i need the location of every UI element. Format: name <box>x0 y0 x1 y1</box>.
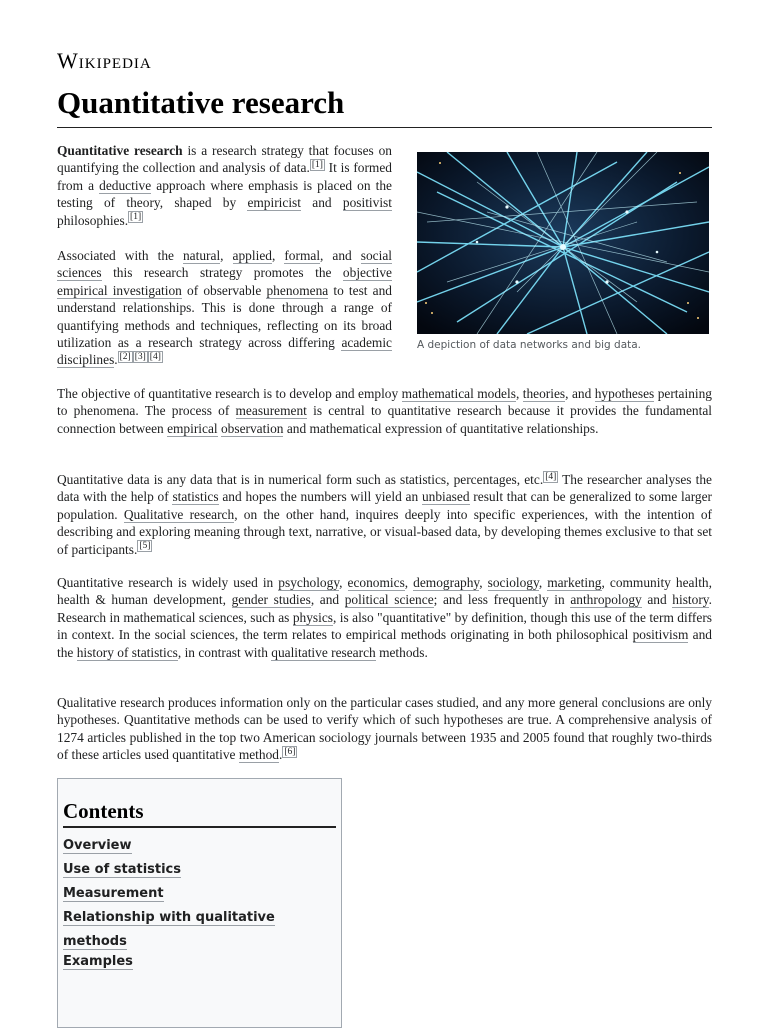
text: result that can be generalized to some larger population. <box>57 489 713 522</box>
link-phenomena[interactable]: phenomena <box>266 282 329 298</box>
text: , community health, health & human development, <box>57 575 712 608</box>
link-deductive[interactable]: deductive <box>99 177 152 193</box>
citation-label: [4] <box>149 351 161 362</box>
text: is central to quantitative research because it provides the fundamental connection between <box>57 403 712 436</box>
text: , <box>339 575 348 590</box>
link-measurement[interactable]: measurement <box>235 403 307 419</box>
text: and hopes the numbers will yield an <box>218 489 422 505</box>
link-natural[interactable]: natural <box>182 248 221 263</box>
text: , and <box>310 592 345 608</box>
link-objective-empirical-investigation[interactable]: objective empirical investigation <box>57 265 392 298</box>
text: and <box>641 592 673 608</box>
citation[interactable] <box>282 746 297 758</box>
paragraph-quantitative-data <box>57 471 712 558</box>
text: and <box>301 195 343 211</box>
link-demography[interactable]: demography <box>413 575 480 590</box>
paragraph-objective <box>57 385 712 437</box>
link-hypotheses[interactable]: hypotheses <box>594 386 655 401</box>
text: approach where emphasis is placed on the testing of theory, shaped by <box>57 177 392 211</box>
link-marketing[interactable]: marketing <box>547 575 602 590</box>
citation-label: [1] <box>130 212 142 223</box>
text: Associated with the <box>57 248 183 263</box>
page-title: Quantitative research <box>57 84 712 128</box>
link-method[interactable]: method <box>238 747 279 763</box>
toc-label: Use of statistics <box>63 862 181 877</box>
link-mathematical-models[interactable]: mathematical models <box>401 386 516 401</box>
link-psychology[interactable]: psychology <box>278 575 340 590</box>
link-observation[interactable]: observation <box>220 420 284 436</box>
link-economics[interactable]: economics <box>347 575 405 590</box>
citation-label: [4] <box>545 471 557 482</box>
link-positivism[interactable]: positivism <box>632 627 689 643</box>
text: and mathematical expression of quantitative relationships. <box>283 420 599 436</box>
toc-label: Relationship with qualitative methods <box>63 910 275 949</box>
text: to test and understand relationships. This is done through a range of quantifying methods and techniques, reflecting on its broad utilization as a research strategy across differing <box>57 282 392 351</box>
toc-label: Examples <box>63 954 133 969</box>
link-formal[interactable]: formal <box>284 248 321 263</box>
link-qualitative-research-2[interactable]: qualitative research <box>271 644 376 660</box>
text: It is formed from a <box>57 160 392 193</box>
data-network-image[interactable] <box>417 152 709 334</box>
citation[interactable] <box>543 471 558 483</box>
text: this research strategy promotes the <box>101 265 343 281</box>
text: , and <box>320 248 361 263</box>
link-empirical[interactable]: empirical <box>167 420 218 436</box>
text: Quantitative data is any data that is in numerical form such as statistics, percentages, etc. <box>57 472 544 487</box>
text: The researcher analyses the data with the help of <box>57 472 712 505</box>
toc-title: Contents <box>63 799 336 828</box>
figure-caption: A depiction of data networks and big data. <box>417 339 642 351</box>
toc-item-relationship-with-qualitative-methods[interactable] <box>63 906 336 949</box>
toc-label: Overview <box>63 838 132 853</box>
text: . Research in mathematical sciences, such as <box>57 592 712 625</box>
citation-label: [1] <box>311 159 323 170</box>
link-empiricist[interactable]: empiricist <box>247 195 301 211</box>
toc-item-examples[interactable] <box>63 950 133 974</box>
link-positivist[interactable]: positivist <box>342 195 392 211</box>
text: methods. <box>375 644 428 660</box>
link-theories[interactable]: theories <box>522 386 566 401</box>
text: . <box>279 747 283 763</box>
link-qualitative-research[interactable]: Qualitative research <box>123 506 235 522</box>
citation[interactable] <box>118 351 133 363</box>
link-history-of-statistics[interactable]: history of statistics <box>76 644 178 660</box>
text: is a research strategy that focuses on quantifying the collection and analysis of data. <box>57 143 392 176</box>
link-social-sciences[interactable]: social sciences <box>57 248 392 281</box>
link-statistics[interactable]: statistics <box>172 489 219 505</box>
citation[interactable] <box>133 351 148 363</box>
paragraph-intro <box>57 142 392 229</box>
link-physics[interactable]: physics <box>292 609 333 625</box>
text: The objective of quantitative research is to develop and employ <box>57 386 402 401</box>
text: , on the other hand, inquires deeply into specific experiences, with the intention of describing and exploring meaning through text, narrative, or visual-based data, by developing themes exclusive to that set of participants. <box>57 506 712 557</box>
citation[interactable] <box>128 211 143 223</box>
text: of observable <box>181 282 267 298</box>
text: , is also "quantitative" by definition, though this use of the term differs in context. In the social sciences, the term relates to empirical methods originating in both philosophical <box>57 609 713 643</box>
link-applied[interactable]: applied <box>232 248 272 263</box>
citation[interactable] <box>148 351 163 363</box>
text: , <box>220 248 233 263</box>
text: Quantitative research is widely used in <box>57 575 279 590</box>
table-of-contents <box>57 778 342 1028</box>
citation-label: [6] <box>284 746 296 757</box>
figure <box>417 152 709 351</box>
citation-label: [3] <box>134 351 146 362</box>
text: , <box>271 248 285 263</box>
text: , and <box>565 386 595 401</box>
citation-label: [5] <box>139 541 151 552</box>
wikipedia-wordmark[interactable]: Wikipedia <box>57 48 152 73</box>
link-anthropology[interactable]: anthropology <box>570 592 642 608</box>
text: , <box>538 575 548 590</box>
text: , <box>479 575 488 590</box>
text: , <box>515 386 523 401</box>
toc-item-use-of-statistics[interactable] <box>63 858 181 882</box>
text: Qualitative research produces information only on the particular cases studied, and any more general conclusions are only hypotheses. Quantitative methods can be used to verify which of such hypotheses are true. A comprehensive analysis of 1274 articles published in the top two American sociology journals between 1935 and 2005 found that roughly two-thirds of these articles used quantitative <box>57 695 712 763</box>
link-sociology[interactable]: sociology <box>487 575 539 590</box>
link-political-science[interactable]: political science <box>344 592 434 608</box>
text: philosophies. <box>57 212 129 228</box>
citation-label: [2] <box>119 351 131 362</box>
text: ; and less frequently in <box>433 592 571 608</box>
text: and the <box>57 627 712 660</box>
toc-item-measurement[interactable] <box>63 882 164 906</box>
citation[interactable] <box>137 540 152 552</box>
text: , in contrast with <box>177 644 272 660</box>
toc-item-overview[interactable] <box>63 834 132 858</box>
citation[interactable] <box>310 159 325 171</box>
text: , <box>404 575 414 590</box>
link-unbiased[interactable]: unbiased <box>421 489 470 505</box>
link-history[interactable]: history <box>672 592 709 608</box>
paragraph-associated <box>57 247 392 369</box>
link-gender-studies[interactable]: gender studies <box>231 592 311 608</box>
paragraph-widely-used <box>57 574 712 661</box>
bold-term: Quantitative research <box>57 143 183 158</box>
text: . <box>114 352 118 368</box>
toc-label: Measurement <box>63 886 164 901</box>
text: pertaining to phenomena. The process of <box>57 386 712 419</box>
link-academic-disciplines[interactable]: academic disciplines <box>57 335 392 368</box>
paragraph-qualitative <box>57 694 712 764</box>
